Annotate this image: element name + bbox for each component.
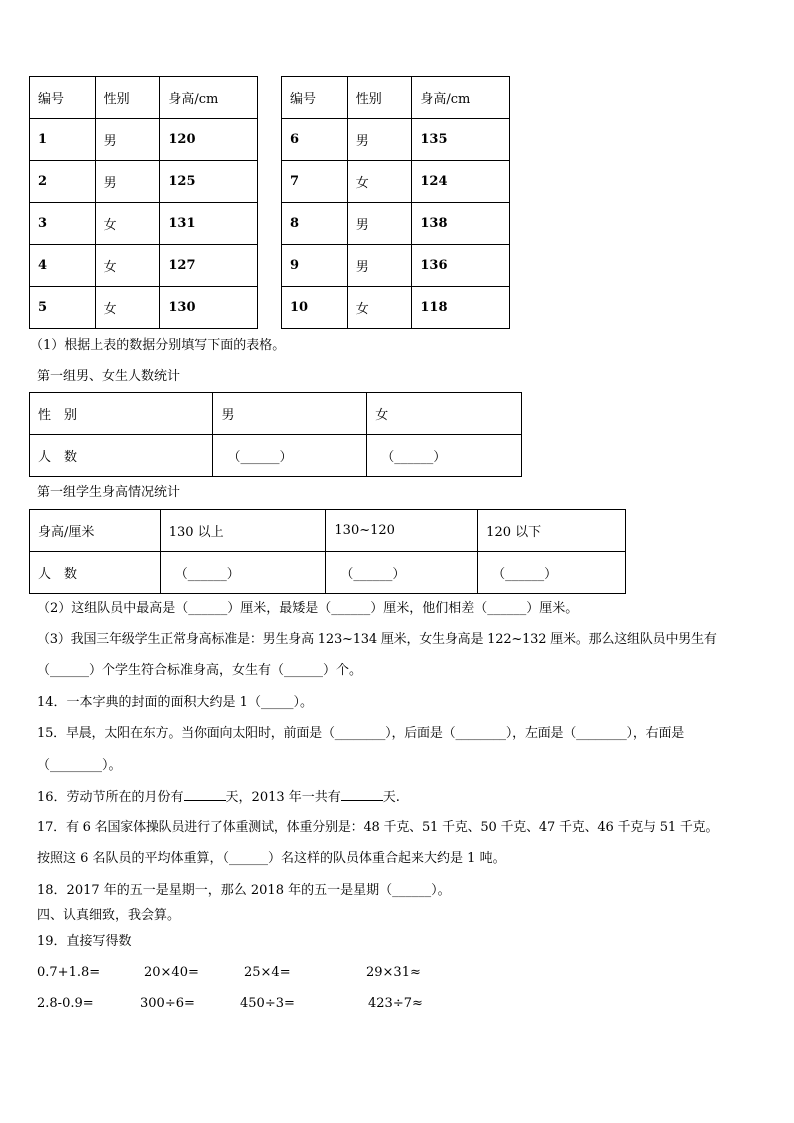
cell-gender: 女 [95,203,160,245]
question-3-line-1: （3）我国三年级学生正常身高标准是：男生身高 123~134 厘米，女生身高是 122~132 厘米。那么这组队员中男生有 [37,632,717,647]
header-id: 编号 [282,77,348,119]
question-15-line-2: （________）。 [37,758,122,773]
gender-count-label: 人 数 [30,435,213,477]
cell-height: 124 [412,161,510,203]
question-14: 14．一本字典的封面的面积大约是 1（_____）。 [37,695,313,710]
cell-id: 8 [282,203,348,245]
cell-id: 3 [30,203,96,245]
cell-height: 135 [412,119,510,161]
cell-id: 6 [282,119,348,161]
height-header-120-130: 130~120 [326,510,478,552]
cell-id: 10 [282,287,348,329]
height-count-label: 人 数 [30,552,161,594]
calc-item: 29×31≈ [366,965,421,980]
cell-id: 5 [30,287,96,329]
table-row [30,435,522,477]
table-row [282,203,510,245]
table-row [30,245,258,287]
table-row [30,203,258,245]
table-row [30,393,522,435]
q16-part-3: 天. [382,790,400,805]
header-height: 身高/cm [412,77,510,119]
cell-height: 118 [412,287,510,329]
gender-header-label: 性 别 [30,393,213,435]
q1-intro: （1）根据上表的数据分别填写下面的表格。 [30,338,286,353]
gender-table [29,392,522,477]
height-table-title: 第一组学生身高情况统计 [37,485,181,500]
roster-table-right [281,76,510,329]
cell-id: 7 [282,161,348,203]
table-row [30,77,258,119]
table-row [30,161,258,203]
calc-item: 2.8-0.9= [37,996,94,1011]
header-gender: 性别 [95,77,160,119]
cell-gender: 女 [95,245,160,287]
calc-item: 0.7+1.8= [37,965,101,980]
calc-item: 450÷3= [240,996,295,1011]
cell-height: 131 [160,203,258,245]
question-15-line-1: 15．早晨，太阳在东方。当你面向太阳时，前面是（________），后面是（________），左面是（________），右面是 [37,726,685,741]
below-120-blank[interactable]: （______） [478,552,626,594]
cell-gender: 女 [95,287,160,329]
question-18: 18．2017 年的五一是星期一，那么 2018 年的五一是星期（______）。 [37,883,451,898]
table-row [282,287,510,329]
header-height: 身高/cm [160,77,258,119]
cell-id: 2 [30,161,96,203]
table-row [282,77,510,119]
cell-height: 130 [160,287,258,329]
cell-height: 136 [412,245,510,287]
q16-part-1: 16．劳动节所在的月份有 [37,790,184,805]
table-row [30,287,258,329]
above-130-blank[interactable]: （______） [160,552,326,594]
cell-id: 4 [30,245,96,287]
gender-header-female: 女 [367,393,522,435]
header-gender: 性别 [347,77,412,119]
section-4-heading: 四、认真细致，我会算。 [37,908,181,923]
roster-table-left [29,76,258,329]
height-header-above-130: 130 以上 [160,510,326,552]
cell-height: 125 [160,161,258,203]
question-19-title: 19．直接写得数 [37,934,132,949]
calc-item: 423÷7≈ [368,996,423,1011]
cell-gender: 男 [347,119,412,161]
cell-gender: 男 [95,119,160,161]
table-row [30,552,626,594]
height-header-label: 身高/厘米 [30,510,161,552]
year-days-blank[interactable] [341,788,383,801]
q16-part-2: 天，2013 年一共有 [225,790,341,805]
cell-id: 9 [282,245,348,287]
height-table [29,509,626,594]
calc-item: 25×4= [244,965,291,980]
table-row [282,119,510,161]
question-2: （2）这组队员中最高是（______）厘米，最矮是（______）厘米，他们相差（______）厘米。 [37,601,579,616]
cell-gender: 男 [347,245,412,287]
question-17-line-1: 17．有 6 名国家体操队员进行了体重测试，体重分别是：48 千克、51 千克、50 千克、47 千克、46 千克与 51 千克。 [37,820,719,835]
cell-gender: 女 [347,287,412,329]
gender-table-title: 第一组男、女生人数统计 [37,369,181,384]
table-row [282,245,510,287]
height-header-below-120: 120 以下 [478,510,626,552]
cell-height: 138 [412,203,510,245]
male-count-blank[interactable]: （______） [213,435,367,477]
calc-item: 300÷6= [140,996,195,1011]
female-count-blank[interactable]: （______） [367,435,522,477]
question-17-line-2: 按照这 6 名队员的平均体重算，（______）名这样的队员体重合起来大约是 1 吨。 [37,851,506,866]
cell-height: 120 [160,119,258,161]
cell-gender: 男 [347,203,412,245]
table-row [30,119,258,161]
cell-gender: 男 [95,161,160,203]
question-3-line-2: （______）个学生符合标准身高，女生有（______）个。 [37,663,363,678]
table-row [30,510,626,552]
table-row [282,161,510,203]
cell-gender: 女 [347,161,412,203]
cell-height: 127 [160,245,258,287]
calc-item: 20×40= [144,965,199,980]
cell-id: 1 [30,119,96,161]
header-id: 编号 [30,77,96,119]
month-days-blank[interactable] [184,788,226,801]
range-120-130-blank[interactable]: （______） [326,552,478,594]
gender-header-male: 男 [213,393,367,435]
question-16 [37,788,400,807]
